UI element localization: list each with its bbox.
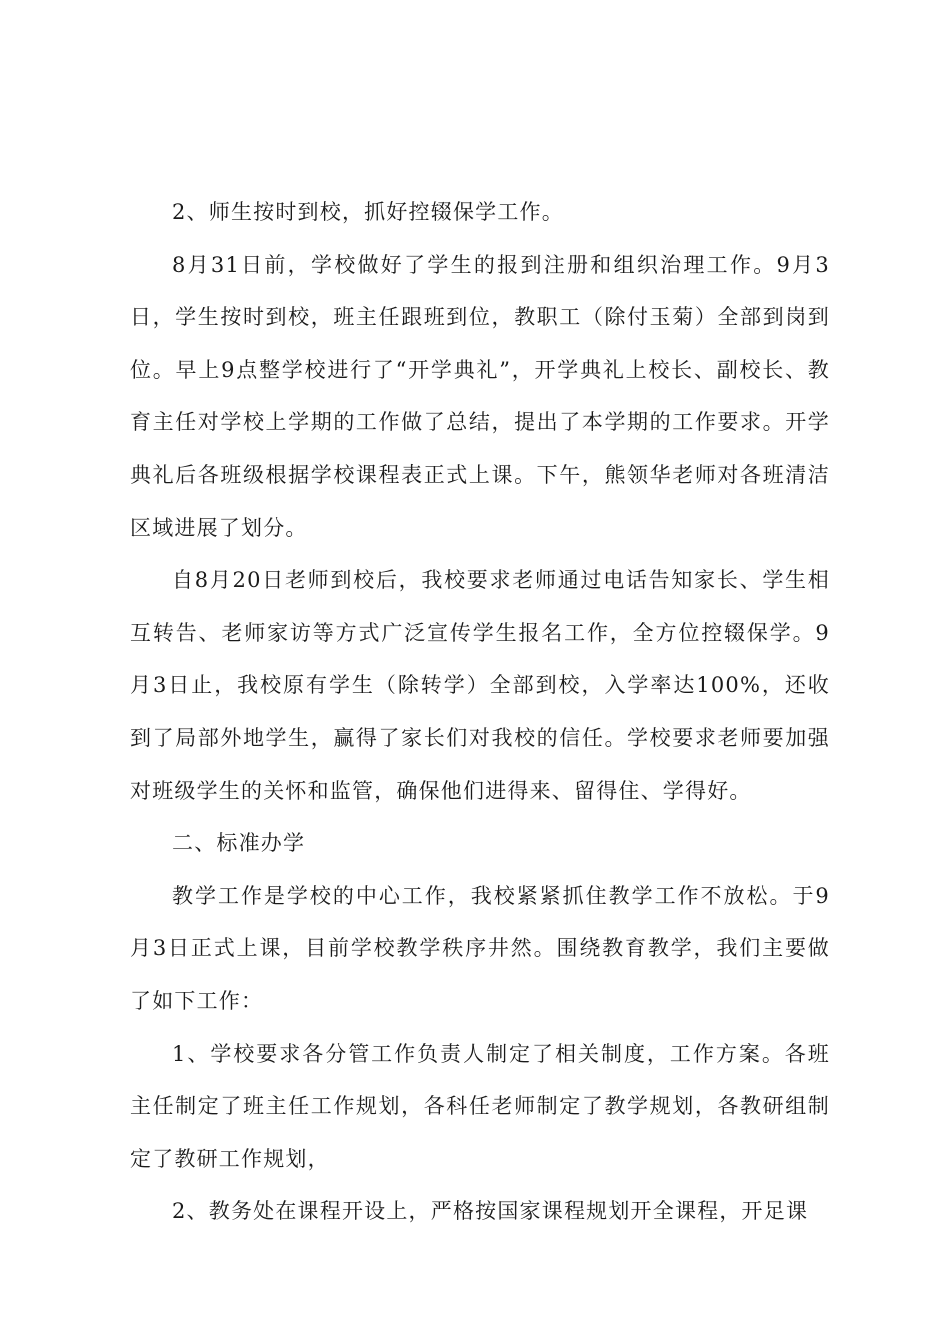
paragraph-opening-ceremony: 8月31日前，学校做好了学生的报到注册和组织治理工作。9月3日，学生按时到校，班主任跟班到位，教职工（除付玉菊）全部到岗到位。早上9点整学校进行了“开学典礼”，开学典礼上校长、副校长、教育主任对学校上学期的工作做了总结，提出了本学期的工作要求。开学典礼后各班级根据学校课程表正式上课。下午，熊领华老师对各班清洁区域进展了划分。 bbox=[130, 252, 830, 540]
document-body bbox=[130, 186, 830, 1238]
paragraph-teaching-work: 教学工作是学校的中心工作，我校紧紧抓住教学工作不放松。于9月3日正式上课，目前学校教学秩序井然。围绕教育教学，我们主要做了如下工作： bbox=[130, 883, 830, 1013]
section-heading-standard-schooling: 二、标准办学 bbox=[172, 831, 306, 856]
paragraph-curriculum: 2、教务处在课程开设上，严格按国家课程规划开全课程，开足课 bbox=[172, 1199, 809, 1224]
paragraph-enrollment: 自8月20日老师到校后，我校要求老师通过电话告知家长、学生相互转告、老师家访等方式广泛宣传学生报名工作，全方位控辍保学。9月3日止，我校原有学生（除转学）全部到校，入学率达100%，还收到了局部外地学生，赢得了家长们对我校的信任。学校要求老师要加强对班级学生的关怀和监管，确保他们进得来、留得住、学得好。 bbox=[130, 568, 830, 803]
paragraph-attendance-heading: 2、师生按时到校，抓好控辍保学工作。 bbox=[172, 200, 564, 224]
paragraph-work-plans: 1、学校要求各分管工作负责人制定了相关制度，工作方案。各班主任制定了班主任工作规划，各科任老师制定了教学规划，各教研组制定了教研工作规划， bbox=[130, 1041, 830, 1171]
